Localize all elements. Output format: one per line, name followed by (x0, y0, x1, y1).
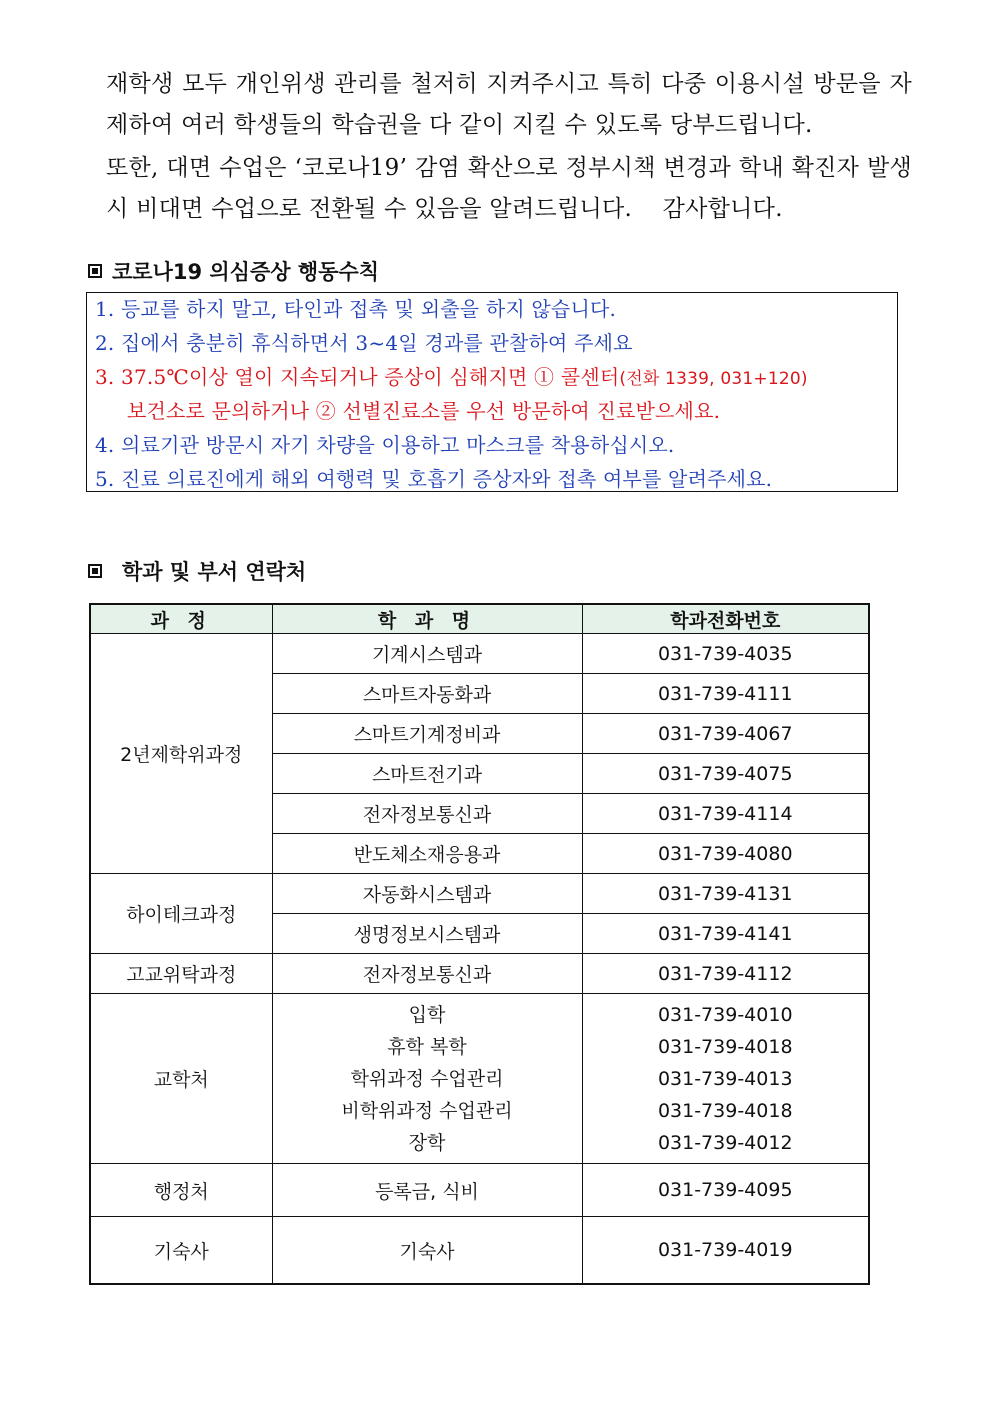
guidelines-heading (88, 256, 379, 286)
department-line: 학위과정 수업관리 (350, 1067, 504, 1090)
guideline-item-5: 5. 진료 의료진에게 해외 여행력 및 호흡기 증상자와 접촉 여부를 알려주세요. (95, 467, 773, 491)
phone-cell: 031-739-4080 (582, 834, 869, 874)
department-cell: 반도체소재응용과 (272, 834, 582, 874)
table-row (90, 1217, 869, 1285)
course-cell: 2년제학위과정 (90, 634, 272, 874)
phone-line: 031-739-4010 (657, 1003, 793, 1026)
contacts-table (89, 603, 870, 1285)
phone-cell: 031-739-4095 (582, 1164, 869, 1217)
phone-cell: 031-739-4019 (582, 1217, 869, 1285)
intro-paragraph-1 (106, 64, 912, 146)
phone-cell: 031-739-4035 (582, 634, 869, 674)
intro-paragraph-2 (106, 148, 912, 230)
course-cell: 행정처 (90, 1164, 272, 1217)
phone-line: 031-739-4018 (657, 1035, 793, 1058)
department-line: 입학 (408, 1003, 446, 1026)
contacts-title: 학과 및 부서 연락처 (122, 560, 307, 584)
department-cell: 자동화시스템과 (272, 874, 582, 914)
phone-line: 031-739-4018 (657, 1099, 793, 1122)
phone-cell: 031-739-4067 (582, 714, 869, 754)
table-header-row (90, 604, 869, 634)
column-header-course: 과 정 (90, 604, 272, 634)
department-line: 장학 (408, 1131, 446, 1154)
guidelines-title: 코로나19 의심증상 행동수칙 (112, 260, 379, 284)
guideline-item-3-phone: (전화 1339, 031+120) (619, 369, 808, 389)
phone-cell: 031-739-4131 (582, 874, 869, 914)
department-cell: 전자정보통신과 (272, 954, 582, 994)
course-cell: 하이테크과정 (90, 874, 272, 954)
intro-line: 시 비대면 수업으로 전환될 수 있음을 알려드립니다. 감사합니다. (106, 196, 783, 222)
intro-line: 제하여 여러 학생들의 학습권을 다 같이 지킬 수 있도록 당부드립니다. (106, 112, 813, 138)
department-cell: 스마트자동화과 (272, 674, 582, 714)
phone-cell: 031-739-4114 (582, 794, 869, 834)
intro-line: 재학생 모두 개인위생 관리를 철저히 지켜주시고 특히 다중 이용시설 방문을 자 (106, 71, 912, 97)
course-cell: 교학처 (90, 994, 272, 1164)
department-cell: 등록금, 식비 (272, 1164, 582, 1217)
department-cell: 스마트기계정비과 (272, 714, 582, 754)
department-cell: 스마트전기과 (272, 754, 582, 794)
column-header-department: 학 과 명 (272, 604, 582, 634)
course-cell: 기숙사 (90, 1217, 272, 1285)
column-header-phone: 학과전화번호 (582, 604, 869, 634)
guideline-item-1: 1. 등교를 하지 말고, 타인과 접촉 및 외출을 하지 않습니다. (95, 297, 617, 321)
square-bullet-icon (88, 564, 102, 578)
guideline-item-3-continued: 보건소로 문의하거나 ② 선별진료소를 우선 방문하여 진료받으세요. (127, 399, 721, 423)
phone-cell: 031-739-4112 (582, 954, 869, 994)
department-cell: 기계시스템과 (272, 634, 582, 674)
table-row (90, 874, 869, 914)
table-row (90, 1164, 869, 1217)
department-line: 비학위과정 수업관리 (341, 1099, 513, 1122)
phone-cell: 031-739-4141 (582, 914, 869, 954)
guideline-item-2: 2. 집에서 충분히 휴식하면서 3~4일 경과를 관찰하여 주세요 (95, 331, 633, 355)
guideline-item-3 (95, 363, 885, 393)
course-cell: 고교위탁과정 (90, 954, 272, 994)
table-row (90, 954, 869, 994)
square-bullet-icon (88, 264, 102, 278)
contacts-heading (88, 556, 306, 586)
guideline-item-3-text: 3. 37.5℃이상 열이 지속되거나 증상이 심해지면 ① 콜센터 (95, 365, 620, 389)
department-cell (272, 994, 582, 1164)
table-row (90, 634, 869, 674)
phone-line: 031-739-4012 (657, 1131, 793, 1154)
phone-cell (582, 994, 869, 1164)
department-line: 휴학 복학 (387, 1035, 467, 1058)
guidelines-box (86, 292, 898, 492)
department-cell: 전자정보통신과 (272, 794, 582, 834)
phone-line: 031-739-4013 (657, 1067, 793, 1090)
phone-cell: 031-739-4111 (582, 674, 869, 714)
table-row (90, 994, 869, 1164)
intro-line: 또한, 대면 수업은 ‘코로나19’ 감염 확산으로 정부시책 변경과 학내 확진자 발생 (106, 155, 912, 181)
phone-cell: 031-739-4075 (582, 754, 869, 794)
guideline-item-4: 4. 의료기관 방문시 자기 차량을 이용하고 마스크를 착용하십시오. (95, 433, 675, 457)
department-cell: 생명정보시스템과 (272, 914, 582, 954)
department-cell: 기숙사 (272, 1217, 582, 1285)
